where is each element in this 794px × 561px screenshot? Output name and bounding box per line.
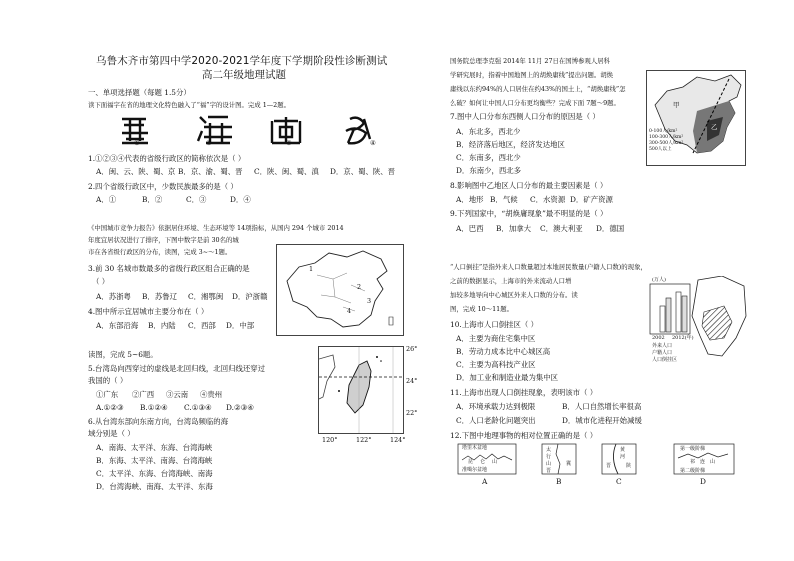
passage-4-line-4: 么破？如何让中国人口分布更均衡些？完成下面 7题～9题。 — [450, 99, 620, 107]
map-label-3: 3 — [367, 297, 372, 305]
passage-5-line-4: 图，完成 10～11题。 — [450, 305, 514, 313]
fu-label-1: ① — [134, 139, 140, 147]
q4-option-c[interactable]: C．西部 — [188, 321, 216, 330]
q5-stem-line-1: 5.台湾岛向西穿过的虚线是北回归线，北回归线还穿过 — [88, 364, 266, 373]
q3-option-c[interactable]: C．湘鄂闽 — [188, 292, 224, 301]
q6-stem-line-1: 6.从台湾东部向东南方向，台湾岛频临的海 — [88, 417, 229, 426]
q7-option-a[interactable]: A．东北多，西北少 — [456, 127, 521, 136]
legend-inversion-area: 人口倒挂区 — [652, 357, 678, 363]
china-cities-map — [276, 244, 404, 336]
q5-item-1: ①广东 — [96, 390, 119, 399]
q8-stem: 8.影响图中乙地区人口分布的最主要因素是（ ） — [450, 181, 608, 190]
fig-b-text-tai: 太 — [546, 447, 552, 453]
q12-option-d[interactable]: D — [700, 477, 706, 486]
q5-item-2: ②广西 — [132, 390, 155, 399]
chart-year-2012: 2012(年) — [672, 335, 694, 341]
q12-diagrams — [456, 442, 746, 486]
q1-option-b[interactable]: B．京、渝、蜀、晋 — [178, 167, 243, 176]
q5-option-b[interactable]: B.①②④ — [140, 403, 168, 412]
taiwan-lat-22: 22° — [406, 409, 418, 417]
taiwan-outline-svg — [319, 347, 403, 433]
q2-stem: 2.四个省级行政区中，少数民族最多的是（ ） — [88, 182, 238, 191]
china-outline-svg — [277, 245, 403, 335]
map-label-2: 2 — [357, 283, 362, 291]
q5-option-a[interactable]: A.①②③ — [96, 403, 124, 412]
passage-4-line-2: 学研究展时，指着中国地图上的胡焕庸线”提出问题。胡焕 — [450, 71, 614, 79]
q8-option-c[interactable]: C．水资源 — [530, 195, 566, 204]
q10-option-b[interactable]: B．劳动力成本比中心城区高 — [456, 347, 551, 356]
fig-b-text-jin: 晋 — [546, 468, 552, 474]
section-heading: 一、单项选择题（每题 1.5分） — [88, 88, 191, 97]
chart-unit-label: (万人) — [652, 277, 666, 283]
q12-option-c[interactable]: C — [616, 477, 622, 486]
fig-d-text-shan: 山 — [710, 459, 716, 465]
fig-a-text-lun: 仑 — [480, 459, 486, 465]
exam-subtitle: 高二年级地理试题 — [202, 69, 286, 81]
q4-stem: 4.图中所示宜居城市主要分布在（ ） — [88, 307, 209, 316]
legend-item-4: 500人以上 — [649, 147, 672, 152]
fig-c-text-huang: 黄 — [620, 447, 626, 453]
taiwan-map — [318, 346, 404, 434]
fu-label-2: ② — [206, 139, 212, 147]
passage-2-line-3: 市在各省级行政区的分布，读图，完成 3~～1题。 — [88, 248, 232, 256]
q5-item-3: ③云南 — [166, 390, 189, 399]
fig-d-text-qi: 祁 — [690, 459, 696, 465]
q10-option-a[interactable]: A．主要为商住宅集中区 — [456, 334, 536, 343]
hu-label-jia: 甲 — [673, 101, 680, 109]
q4-option-a[interactable]: A．东部沿海 — [96, 321, 139, 330]
taiwan-lat-24: 24° — [406, 377, 418, 385]
q9-option-b[interactable]: B．加拿大 — [496, 224, 531, 233]
q11-option-a[interactable]: A．环境承载力达到极限 — [456, 402, 536, 411]
q7-option-c[interactable]: C．东南多，西北少 — [456, 153, 521, 162]
q9-option-d[interactable]: D．德国 — [596, 224, 625, 233]
q2-option-d[interactable]: D．④ — [230, 195, 251, 204]
exam-title: 乌鲁木齐市第四中学2020-2021学年度下学期阶段性诊断测试 — [96, 55, 388, 67]
chart-year-2002: 2002 — [652, 335, 665, 341]
fig-a-text-junggar: 准噶尔盆地 — [462, 467, 488, 473]
passage-2-line-2: 年度宜居状况进行了排序，下图中数字是前 30名的城 — [88, 236, 239, 244]
passage-5-line-3: 加较多地导向中心城区外来人口数的分布。读 — [450, 291, 578, 299]
q1-2-intro: 读下面福字在省的地理文化特色融入了“福”字的设计图。完成 1—2题。 — [88, 101, 291, 109]
q7-option-d[interactable]: D．东南少，西北多 — [456, 166, 522, 175]
passage-5-line-1: “人口倒挂”是指外来人口数量超过本地居民数量(户籍人口数)的现象， — [450, 263, 647, 271]
fig-a-text-tarim: 塔里木盆地 — [462, 445, 488, 451]
q1-stem: 1.①②③④代表的省级行政区的简称依次是（ ） — [88, 154, 246, 163]
q12-stem: 12.下图中地理事物的相对位置正确的是（ ） — [450, 431, 598, 440]
hu-map-legend — [649, 129, 689, 153]
fig-c-text-he: 河 — [620, 454, 626, 460]
q8-option-d[interactable]: D．矿产资源 — [570, 195, 613, 204]
taiwan-lon-124: 124° — [390, 436, 406, 444]
fig-a-text-shan: 山 — [492, 459, 498, 465]
q7-stem: 7.图中人口分布东西侧人口分布的原因是（ ） — [450, 112, 600, 121]
legend-item-1: 0-100人/km² — [649, 129, 678, 134]
q3-stem: 3.前 30 名城市数最多的省级行政区组合正确的是 — [88, 264, 250, 273]
q4-option-b[interactable]: B．内陆 — [148, 321, 176, 330]
q5-item-4: ④贵州 — [200, 390, 223, 399]
q7-option-b[interactable]: B．经济落后地区，经济发达地区 — [456, 140, 565, 149]
taiwan-lat-26: 26° — [406, 345, 418, 353]
passage-2-line-1: 《中国城市竞争力报告》依据居住环境、生态环境等 14项指标，从国内 294 个城市 2014 — [88, 224, 344, 232]
fig-d-text-second-step: 第二级阶梯 — [680, 468, 706, 474]
q8-option-b[interactable]: B．气候 — [490, 195, 518, 204]
q6-option-d[interactable]: D．台湾海峡、南海、太平洋、东海 — [96, 482, 213, 491]
fig-b-text-shan: 山 — [546, 461, 552, 467]
q10-option-d[interactable]: D．加工业和制造业最为集中区 — [456, 373, 559, 382]
fu-label-4: ④ — [370, 139, 376, 147]
hu-label-yi: 乙 — [711, 123, 718, 131]
fu-character-images — [118, 113, 378, 149]
q11-option-d[interactable]: D．城市化进程开始减缓 — [562, 416, 642, 425]
q6-option-a[interactable]: A．南海、太平洋、东海、台湾海峡 — [96, 443, 213, 452]
q5-option-c[interactable]: C.①③④ — [184, 403, 212, 412]
q11-stem: 11.上海市出现人口倒挂现象，表明该市（ ） — [450, 388, 598, 397]
q11-option-c[interactable]: C．人口老龄化问题突出 — [456, 416, 536, 425]
fig-b-text-hang: 行 — [546, 454, 552, 460]
shanghai-population-figure — [648, 276, 748, 376]
q9-stem: 9.下列国家中，“胡焕庸现象”最不明显的是（ ） — [450, 209, 608, 218]
q12-option-b[interactable]: B — [556, 477, 562, 486]
map-label-1: 1 — [309, 265, 314, 273]
passage-4-line-3: 庸线以东约94%的人口居住在约43%的国土上，“胡焕庸线”怎 — [450, 85, 626, 93]
fig-d-text-lian: 连 — [700, 459, 706, 465]
fig-a-text-kun: 昆 — [468, 459, 474, 465]
q1-option-c[interactable]: C．陕、闽、蜀、滇 — [254, 167, 319, 176]
legend-item-3: 300-500人/km² — [649, 141, 684, 146]
fig-c-text-shaan: 陕 — [626, 463, 632, 469]
legend-residents: 户籍人口 — [652, 350, 673, 356]
q6-stem-line-2: 域分别是（ ） — [88, 429, 135, 438]
taiwan-lon-122: 122° — [356, 436, 372, 444]
hu-line-population-map — [646, 70, 746, 166]
q8-option-a[interactable]: A．地形 — [456, 195, 484, 204]
q12-option-a[interactable]: A — [482, 477, 488, 486]
taiwan-lon-120: 120° — [322, 436, 338, 444]
q6-option-c[interactable]: C．太平洋、东海、台湾海峡、南海 — [96, 469, 213, 478]
q1-option-a[interactable]: A．闽、云、陕、蜀、京 — [96, 167, 176, 176]
fig-b-text-ji: 冀 — [566, 461, 572, 467]
q11-option-b[interactable]: B．人口自然增长率很高 — [562, 402, 642, 411]
q3-option-a[interactable]: A．苏浙粤 — [96, 292, 131, 301]
fig-d-text-first-step: 第一级阶梯 — [680, 446, 706, 452]
q4-option-d[interactable]: D．中部 — [226, 321, 255, 330]
q9-option-a[interactable]: A．巴西 — [456, 224, 484, 233]
q3-option-b[interactable]: B．苏鲁辽 — [142, 292, 177, 301]
q2-option-c[interactable]: C．③ — [186, 195, 207, 204]
q3-blank: （ ） — [92, 277, 110, 286]
q10-stem: 10.上海市人口倒挂区（ ） — [450, 320, 539, 329]
q6-option-b[interactable]: B．东海、太平洋、南海、台湾海峡 — [96, 456, 213, 465]
passage-4-line-1: 国务院总理李克强 2014年 11月 27日在国博参观人居科 — [450, 57, 611, 65]
q5-option-d[interactable]: D.②③④ — [226, 403, 254, 412]
fu-label-3: ③ — [286, 139, 292, 147]
legend-item-2: 100-300人/km² — [649, 135, 684, 140]
legend-migrants: 外来人口 — [652, 343, 673, 349]
q1-option-d[interactable]: D．京、蜀、陕、晋 — [330, 167, 396, 176]
passage-5-line-2: 之前的数据显示，上海市的外来流动人口增 — [450, 277, 572, 285]
q2-option-b[interactable]: B．② — [142, 195, 163, 204]
q2-option-a[interactable]: A．① — [96, 195, 117, 204]
q3-option-d[interactable]: D．沪浙赣 — [232, 292, 268, 301]
q9-option-c[interactable]: C．澳大利亚 — [540, 224, 583, 233]
passage-3: 读图，完成 5~6题。 — [88, 350, 158, 359]
q5-stem-line-2: 我国的（ ） — [88, 376, 128, 385]
fig-c-text-jin: 晋 — [606, 463, 612, 469]
q10-option-c[interactable]: C．主要为高科技产业区 — [456, 360, 536, 369]
map-label-4: 4 — [347, 307, 352, 315]
